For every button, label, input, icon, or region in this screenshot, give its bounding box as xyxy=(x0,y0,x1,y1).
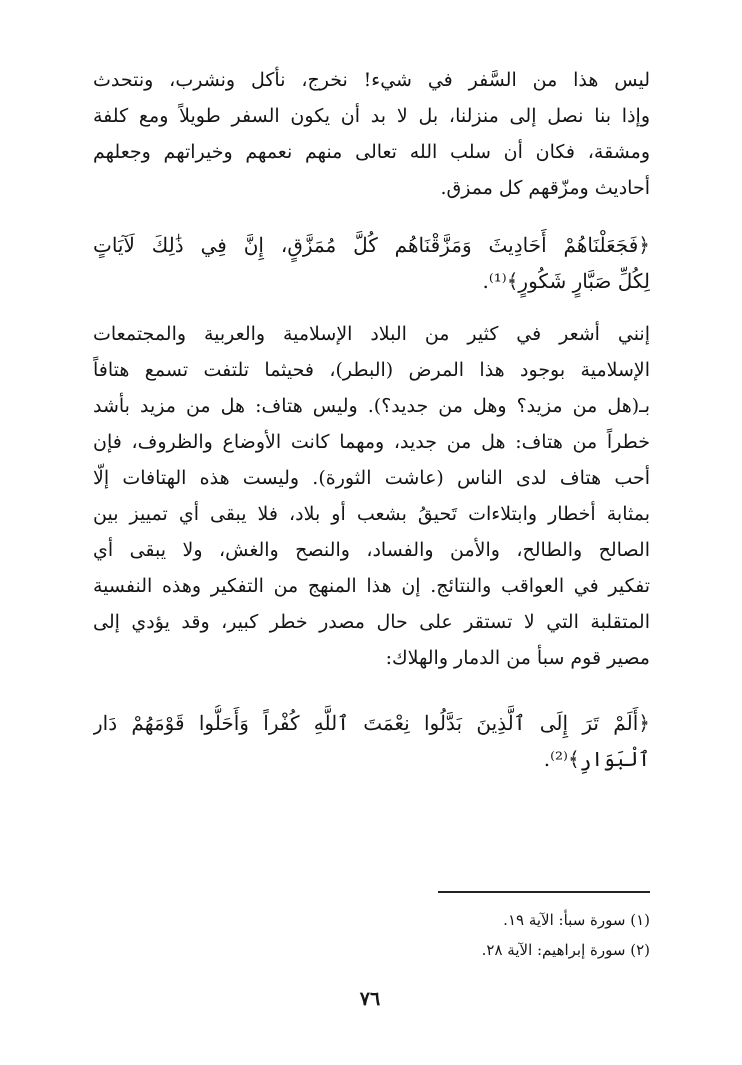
footnote-divider xyxy=(438,891,650,893)
text-line: خطراً من هتاف: هل من جديد، ومهما كانت الأوضاع والظروف، فإن xyxy=(93,431,650,453)
text-line: وإذا بنا نصل إلى منزلنا، بل لا بد أن يكون السفر طويلاً ومع كلفة xyxy=(93,105,650,127)
verse-line: ﴿أَلَمْ تَرَ إِلَى ٱلَّذِينَ بَدَّلُوا نِعْمَتَ ٱللَّهِ كُفْراً وَأَحَلُّوا قَوْمَهُمْ دَار xyxy=(93,711,650,735)
text-line: أحب هتاف لدى الناس (عاشت الثورة). وليست هذه الهتافات إلّا xyxy=(93,467,650,489)
text-line: مصير قوم سبأ من الدمار والهلاك: xyxy=(385,647,650,669)
quran-verse-1 xyxy=(93,227,650,299)
text-line: المتقلبة التي لا تستقر على حال مصدر خطر كبير، وقد يؤدي إلى xyxy=(93,611,650,633)
text-line: إنني أشعر في كثير من البلاد الإسلامية والعربية والمجتمعات xyxy=(93,323,650,345)
paragraph-2 xyxy=(93,316,650,676)
text-line: تفكير في العواقب والنتائج. إن هذا المنهج من التفكير وهذه النفسية xyxy=(93,575,650,597)
quran-verse-2 xyxy=(93,705,650,777)
text-line: ليس هذا من السَّفر في شيء! نخرج، نأكل ونشرب، ونتحدث xyxy=(93,69,650,91)
footnote-1: (١) سورة سبأ: الآية ١٩. xyxy=(503,911,650,929)
text-line: الإسلامية بوجود هذا المرض (البطر)، فحيثما تلتفت تسمع هتافاً xyxy=(93,359,650,381)
verse-line: لِكُلِّ صَبَّارٍ شَكُورٍ﴾⁽¹⁾. xyxy=(482,269,650,293)
paragraph-1 xyxy=(93,62,650,206)
verse-line: ٱلْبَوَارِ﴾⁽²⁾. xyxy=(543,747,650,771)
text-line: بمثابة أخطار وابتلاءات تَحيقُ بشعب أو بلاد، فلا يبقى أي تمييز بين xyxy=(93,503,650,525)
text-line: ومشقة، فكان أن سلب الله تعالى منهم نعمهم وخيراتهم وجعلهم xyxy=(93,141,650,163)
text-line: أحاديث ومزّقهم كل ممزق. xyxy=(440,177,650,199)
footnote-2: (٢) سورة إبراهيم: الآية ٢٨. xyxy=(481,941,650,959)
text-line: بـ(هل من مزيد؟ وهل من جديد؟). وليس هتاف: هل من مزيد بأشد xyxy=(93,395,650,417)
footnotes xyxy=(380,905,650,965)
text-line: الصالح والطالح، والأمن والفساد، والنصح والغش، ولا يبقى أي xyxy=(93,539,650,561)
verse-line: ﴿فَجَعَلْنَاهُمْ أَحَادِيثَ وَمَزَّقْنَاهُم كُلَّ مُمَزَّقٍ، إِنَّ فِي ذَٰلِكَ لَآيَاتٍ xyxy=(93,233,650,257)
page-number: ٧٦ xyxy=(359,988,381,1010)
